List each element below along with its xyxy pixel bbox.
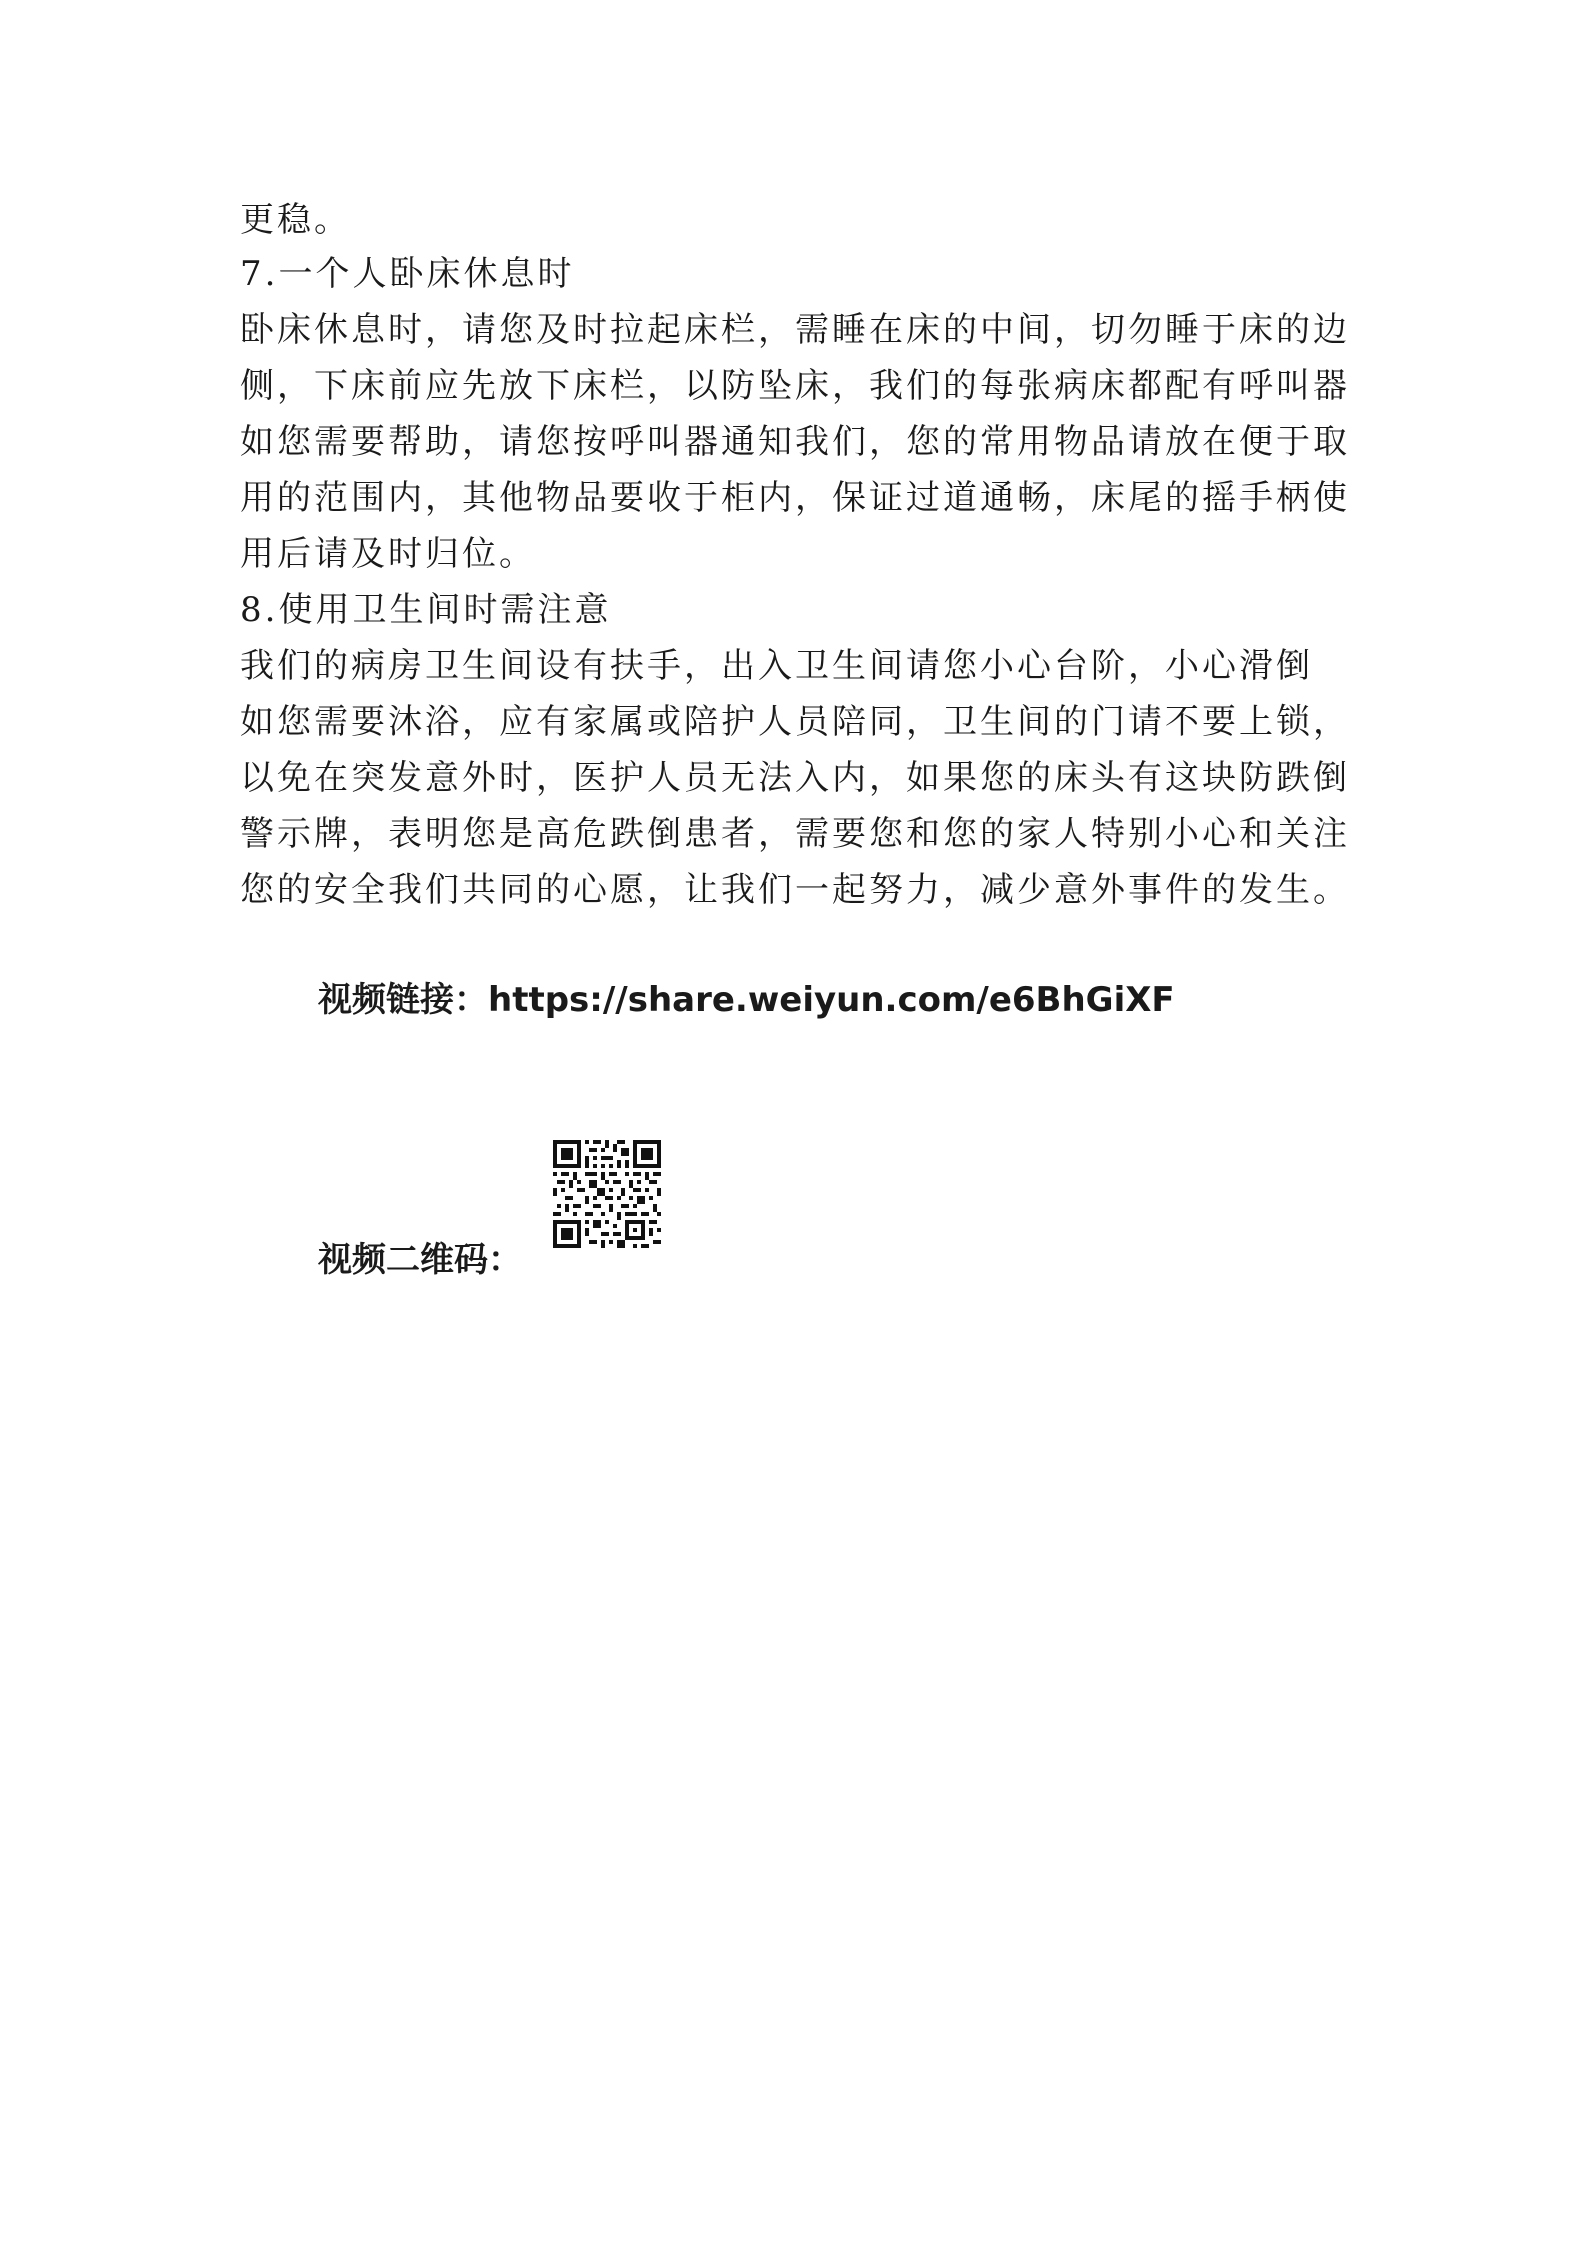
- video-link-url[interactable]: https://share.weiyun.com/e6BhGiXF: [488, 980, 1175, 1020]
- body-line-13: 您的安全我们共同的心愿，让我们一起努力，减少意外事件的发生。: [240, 870, 1350, 910]
- body-line-7: 用后请及时归位。: [240, 534, 536, 574]
- body-line-9: 我们的病房卫生间设有扶手，出入卫生间请您小心台阶，小心滑倒: [240, 646, 1313, 686]
- body-line-6: 用的范围内，其他物品要收于柜内，保证过道通畅，床尾的摇手柄使: [240, 478, 1350, 518]
- video-link-label: 视频链接：: [318, 980, 488, 1020]
- body-line-4: 侧，下床前应先放下床栏，以防坠床，我们的每张病床都配有呼叫器: [240, 366, 1350, 406]
- body-line-10: 如您需要沐浴，应有家属或陪护人员陪同，卫生间的门请不要上锁，: [240, 702, 1350, 742]
- body-line-5: 如您需要帮助，请您按呼叫器通知我们，您的常用物品请放在便于取: [240, 422, 1350, 462]
- qr-code-image: [553, 1140, 661, 1248]
- body-line-1: 更稳。: [240, 200, 351, 240]
- body-line-12: 警示牌，表明您是高危跌倒患者，需要您和您的家人特别小心和关注: [240, 814, 1350, 854]
- body-line-3: 卧床休息时，请您及时拉起床栏，需睡在床的中间，切勿睡于床的边: [240, 310, 1350, 350]
- body-line-11: 以免在突发意外时，医护人员无法入内，如果您的床头有这块防跌倒: [240, 758, 1350, 798]
- video-link-row: [318, 976, 1175, 1024]
- section-heading-7: 7.一个人卧床休息时: [240, 254, 575, 294]
- section-heading-8: 8.使用卫生间时需注意: [240, 590, 612, 630]
- video-qr-label: 视频二维码：: [318, 1240, 522, 1280]
